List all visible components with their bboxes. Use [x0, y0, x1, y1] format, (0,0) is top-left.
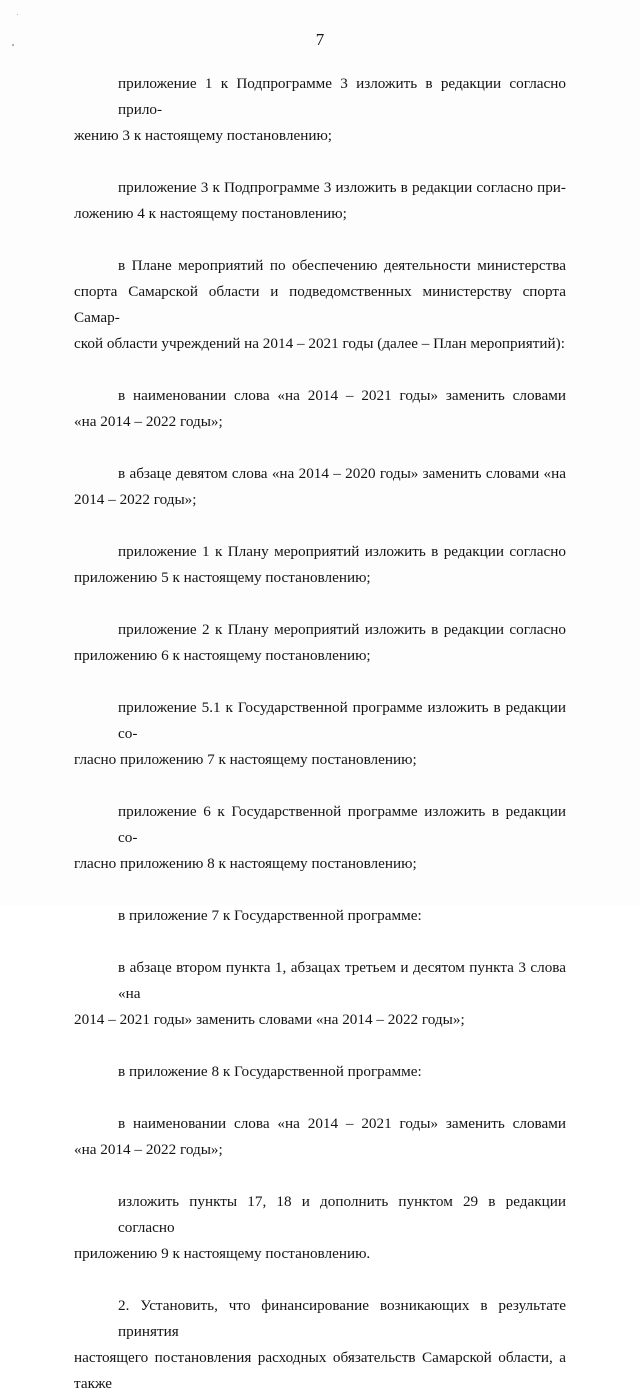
paragraph-line: «на 2014 – 2022 годы»;: [74, 413, 223, 430]
paragraph-line: жению 3 к настоящему постановлению;: [74, 127, 333, 144]
paragraph-line: в абзаце втором пункта 1, абзацах третьем и десятом пункта 3 слова «на: [118, 959, 566, 1002]
paragraph-line: в приложение 7 к Государственной программе:: [118, 907, 422, 924]
paragraph-line: 2014 – 2022 годы»;: [74, 491, 197, 508]
paragraph-gap: [74, 669, 566, 695]
document-body: [74, 71, 566, 1397]
paragraph-line: 2. Установить, что финансирование возникающих в результате принятия: [118, 1297, 566, 1340]
paragraph: [74, 1189, 566, 1267]
paragraph-line: приложению 5 к настоящему постановлению;: [74, 569, 371, 586]
paragraph-gap: [74, 877, 566, 903]
scan-speck: [17, 14, 18, 15]
paragraph-line: приложению 6 к настоящему постановлению;: [74, 647, 371, 664]
paragraph-line: «на 2014 – 2022 годы»;: [74, 1141, 223, 1158]
paragraph: [74, 175, 566, 227]
paragraph-line: ложению 4 к настоящему постановлению;: [74, 205, 347, 222]
paragraph-gap: [74, 357, 566, 383]
paragraph-gap: [74, 435, 566, 461]
paragraph-line: настоящего постановления расходных обязательств Самарской области, а также: [74, 1349, 566, 1392]
paragraph-line: 2014 – 2021 годы» заменить словами «на 2014 – 2022 годы»;: [74, 1011, 465, 1028]
paragraph: [74, 955, 566, 1033]
paragraph-line: в наименовании слова «на 2014 – 2021 годы» заменить словами: [118, 1115, 566, 1132]
paragraph: [74, 695, 566, 773]
paragraph-line: в Плане мероприятий по обеспечению деятельности министерства: [118, 257, 566, 274]
paragraph: [74, 1059, 566, 1085]
paragraph-line: гласно приложению 8 к настоящему постановлению;: [74, 855, 417, 872]
paragraph-gap: [74, 227, 566, 253]
paragraph: [74, 617, 566, 669]
paragraph: [74, 383, 566, 435]
paragraph: [74, 903, 566, 929]
paragraph-gap: [74, 1033, 566, 1059]
page-number: 7: [315, 30, 325, 49]
paragraph-line: изложить пункты 17, 18 и дополнить пунктом 29 в редакции согласно: [118, 1193, 566, 1236]
paragraph: [74, 1293, 566, 1397]
paragraph-line: спорта Самарской области и подведомственных министерству спорта Самар-: [74, 283, 566, 326]
paragraph-line: приложению 9 к настоящему постановлению.: [74, 1245, 371, 1262]
paragraph: [74, 253, 566, 357]
paragraph-line: приложение 2 к Плану мероприятий изложить в редакции согласно: [118, 621, 566, 638]
paragraph-gap: [74, 1085, 566, 1111]
paragraph-line: в наименовании слова «на 2014 – 2021 годы» заменить словами: [118, 387, 566, 404]
paragraph-line: ской области учреждений на 2014 – 2021 годы (далее – План мероприятий):: [74, 335, 565, 352]
paragraph-line: гласно приложению 7 к настоящему постановлению;: [74, 751, 417, 768]
paragraph-line: приложение 6 к Государственной программе изложить в редакции со-: [118, 803, 566, 846]
paragraph-line: приложение 5.1 к Государственной программе изложить в редакции со-: [118, 699, 566, 742]
paragraph: [74, 539, 566, 591]
paragraph-line: в абзаце девятом слова «на 2014 – 2020 годы» заменить словами «на: [118, 465, 566, 482]
paragraph-gap: [74, 1163, 566, 1189]
paragraph-gap: [74, 1267, 566, 1293]
paragraph-gap: [74, 591, 566, 617]
paragraph-gap: [74, 149, 566, 175]
paragraph: [74, 799, 566, 877]
paragraph-gap: [74, 513, 566, 539]
paragraph: [74, 461, 566, 513]
paragraph-gap: [74, 773, 566, 799]
paragraph-line: приложение 1 к Подпрограмме 3 изложить в редакции согласно прило-: [118, 75, 566, 118]
paragraph-line: приложение 3 к Подпрограмме 3 изложить в редакции согласно при-: [118, 179, 566, 196]
paragraph-line: в приложение 8 к Государственной программе:: [118, 1063, 422, 1080]
paragraph-line: приложение 1 к Плану мероприятий изложить в редакции согласно: [118, 543, 566, 560]
paragraph-gap: [74, 929, 566, 955]
paragraph: [74, 71, 566, 149]
paragraph: [74, 1111, 566, 1163]
